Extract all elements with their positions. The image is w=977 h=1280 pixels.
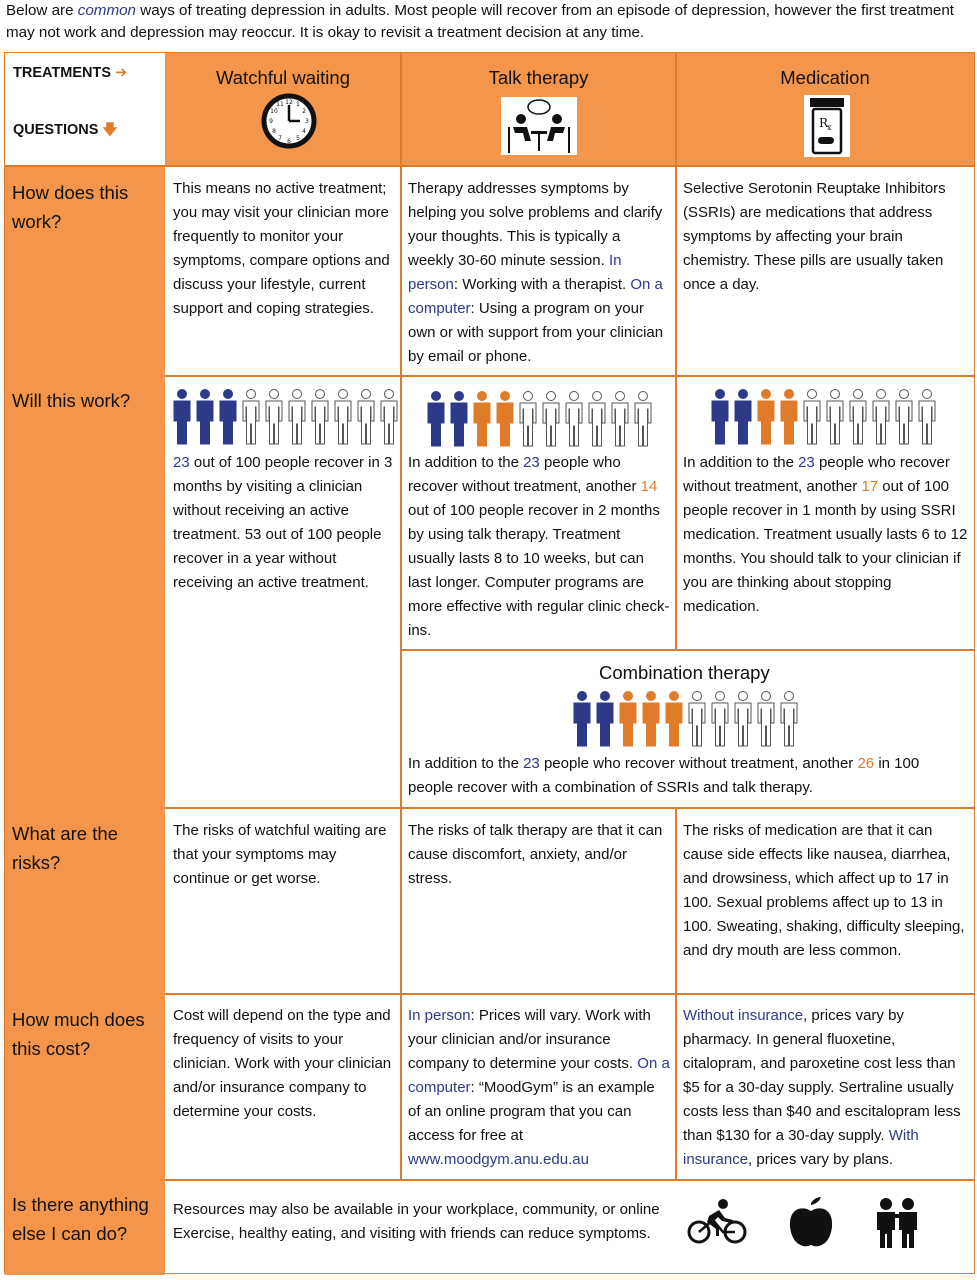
svg-text:3: 3	[305, 118, 309, 125]
moodgym-link[interactable]: www.moodgym.anu.edu.au	[408, 1151, 589, 1168]
person-figure-navy	[171, 388, 193, 446]
clock-icon	[261, 93, 317, 149]
label-on-computer-cost: On a computer	[408, 1055, 670, 1096]
stat-14: 14	[640, 478, 658, 495]
person-figure-navy	[732, 388, 754, 446]
person-figure-white	[778, 690, 800, 748]
person-figure-navy-partial	[217, 388, 239, 446]
pictograph-talk	[425, 390, 655, 453]
svg-text:6: 6	[287, 138, 291, 145]
stat-26: 26	[857, 755, 875, 772]
label-on-computer: On a computer	[408, 276, 663, 317]
label-with-insurance: With insurance	[683, 1127, 919, 1168]
will-medication-text: In addition to the 23 people who recover without treatment, another 17 out of 100 people recover in 1 month by using SSRI medication. Treatment usually lasts 6 to 12 months. You should talk to your clinician if you are thinking about stopping medication.	[683, 454, 968, 615]
how-talk-text: Therapy addresses symptoms by helping you solve problems and clarify your thoughts. This is typically a weekly 30-60 minute session. In person: Working with a therapist. On a computer: Using a program on your own or with support from your clinician by email or phone.	[408, 180, 664, 365]
question-else: Is there anything else I can do?	[12, 1194, 149, 1244]
person-figure-white	[870, 388, 892, 446]
risks-medication-text: The risks of medication are that it can cause side effects like nausea, diarrhea, and drowsiness, which affect up to 17 in 100. Sexual problems affect up to 13 in 100. Sweating, shaking, difficulty sleeping, and dry mouth are less common.	[683, 822, 965, 959]
stat-23-combination: 23	[523, 755, 540, 772]
combination-title: Combination therapy	[599, 662, 770, 683]
column-title-talk: Talk therapy	[488, 67, 589, 88]
person-figure-white	[240, 388, 262, 446]
svg-text:8: 8	[272, 128, 276, 135]
cost-talk-text: In person: Prices will vary. Work with your clinician and/or insurance company to determine your costs. On a computer: “MoodGym” is an example of an online program that you can access for free at www.moodgym.anu.edu.au	[408, 1007, 670, 1168]
person-figure-orange	[755, 388, 777, 446]
right-arrow-icon: ➔	[115, 65, 128, 81]
svg-text:10: 10	[270, 108, 278, 115]
person-figure-orange	[663, 690, 685, 748]
conversation-icon	[501, 97, 577, 155]
label-in-person: In person	[408, 252, 622, 293]
person-figure-white	[632, 390, 654, 448]
questions-label: QUESTIONS 🡇	[13, 122, 118, 138]
svg-text:9: 9	[269, 118, 273, 125]
label-without-insurance: Without insurance	[683, 1007, 804, 1024]
stat-23-talk: 23	[523, 454, 540, 471]
will-talk-text: In addition to the 23 people who recover without treatment, another 14 out of 100 people recover in 2 months by using talk therapy. Treatment usually lasts 8 to 10 weeks, but can last longer. Computer programs are more effective with regular clinic check-ins.	[408, 454, 670, 639]
down-arrow-icon: 🡇	[102, 122, 118, 138]
person-figure-white	[686, 690, 708, 748]
prescription-bottle-icon	[804, 95, 850, 157]
person-figure-white	[847, 388, 869, 446]
person-figure-orange	[640, 690, 662, 748]
person-figure-orange	[778, 388, 800, 446]
column-title-medication: Medication	[780, 67, 870, 88]
intro-emphasis: common	[77, 2, 137, 19]
intro-text: Below are common ways of treating depression in adults. Most people will recover from an episode of depression, however the first treatment may not work and depression may reoccur. It is okay to revisit a treatment decision at any time.	[6, 2, 955, 41]
svg-text:7: 7	[278, 135, 282, 142]
risks-watchful-text: The risks of watchful waiting are that your symptoms may continue or get worse.	[173, 822, 387, 887]
question-how: How does this work?	[12, 182, 129, 232]
svg-text:1: 1	[296, 101, 300, 108]
question-column	[5, 166, 165, 1275]
person-figure-navy	[571, 690, 593, 748]
will-watchful-text: 23 out of 100 people recover in 3 months by visiting a clinician without receiving an active treatment. 53 out of 100 people recover in a year without receiving an active treatment.	[173, 454, 393, 591]
svg-text:2: 2	[302, 108, 306, 115]
how-watchful-text: This means no active treatment; you may visit your clinician more frequently to monitor your symptoms, compare options and discuss your lifestyle, current support and coping strategies.	[173, 180, 390, 317]
header-talk	[401, 53, 676, 166]
person-figure-white	[609, 390, 631, 448]
svg-text:R: R	[819, 116, 829, 130]
treatment-table	[4, 52, 975, 1274]
person-figure-orange	[471, 390, 493, 448]
pictograph-combination	[571, 690, 801, 753]
person-figure-navy	[448, 390, 470, 448]
question-cost: How much does this cost?	[12, 1009, 145, 1059]
svg-text:x: x	[827, 123, 832, 132]
stat-17: 17	[861, 478, 879, 495]
person-figure-orange-partial	[494, 390, 516, 448]
cyclist-icon	[687, 1198, 747, 1244]
person-figure-white	[309, 388, 331, 446]
person-figure-white	[755, 690, 777, 748]
combination-text: In addition to the 23 people who recover without treatment, another 26 in 100 people recover with a combination of SSRIs and talk therapy.	[408, 755, 920, 796]
friends-icon	[871, 1197, 923, 1249]
person-figure-white	[563, 390, 585, 448]
pictograph-watchful	[171, 388, 401, 451]
person-figure-white	[263, 388, 285, 446]
else-line-1: Resources may also be available in your workplace, community, or online	[173, 1201, 660, 1218]
person-figure-white	[286, 388, 308, 446]
header-medication	[676, 53, 974, 166]
person-figure-navy	[194, 388, 216, 446]
risks-talk-text: The risks of talk therapy are that it can cause discomfort, anxiety, and/or stress.	[408, 822, 663, 887]
person-figure-white	[540, 390, 562, 448]
svg-text:12: 12	[285, 99, 293, 106]
person-figure-white	[709, 690, 731, 748]
svg-text:5: 5	[296, 135, 300, 142]
person-figure-white	[893, 388, 915, 446]
person-figure-navy	[594, 690, 616, 748]
treatments-label: TREATMENTS ➔	[13, 65, 128, 81]
person-figure-white	[378, 388, 400, 446]
stat-23-watchful: 23	[173, 454, 190, 471]
person-figure-white	[824, 388, 846, 446]
person-figure-navy	[709, 388, 731, 446]
person-figure-navy	[425, 390, 447, 448]
person-figure-white	[332, 388, 354, 446]
svg-text:11: 11	[276, 101, 284, 108]
corner-cell	[5, 53, 165, 166]
person-figure-white	[801, 388, 823, 446]
person-figure-white	[586, 390, 608, 448]
person-figure-white	[732, 690, 754, 748]
person-figure-white	[355, 388, 377, 446]
person-figure-orange	[617, 690, 639, 748]
question-will: Will this work?	[12, 390, 131, 411]
cost-medication-text: Without insurance, prices vary by pharmacy. In general fluoxetine, citalopram, and paroxetine cost less than $5 for a 30-day supply. Sertraline usually costs less than $40 and escitalopram less than $130 for a 30-day supply. With insurance, prices vary by plans.	[683, 1007, 961, 1168]
column-title-watchful: Watchful waiting	[215, 67, 350, 88]
stat-23-medication: 23	[798, 454, 815, 471]
cost-watchful-text: Cost will depend on the type and frequency of visits to your clinician. Work with your clinician and/or insurance company to determine your costs.	[173, 1007, 392, 1120]
apple-icon	[789, 1197, 833, 1247]
how-medication-text: Selective Serotonin Reuptake Inhibitors (SSRIs) are medications that address symptoms by affecting your brain chemistry. These pills are usually taken once a day.	[683, 180, 946, 293]
person-figure-white	[916, 388, 938, 446]
pictograph-medication	[709, 388, 939, 451]
label-in-person-cost: In person	[408, 1007, 471, 1024]
header-watchful	[165, 53, 401, 166]
else-line-2: Exercise, healthy eating, and visiting with friends can reduce symptoms.	[173, 1225, 651, 1242]
svg-text:4: 4	[302, 128, 306, 135]
person-figure-white	[517, 390, 539, 448]
question-risks: What are the risks?	[12, 823, 118, 873]
